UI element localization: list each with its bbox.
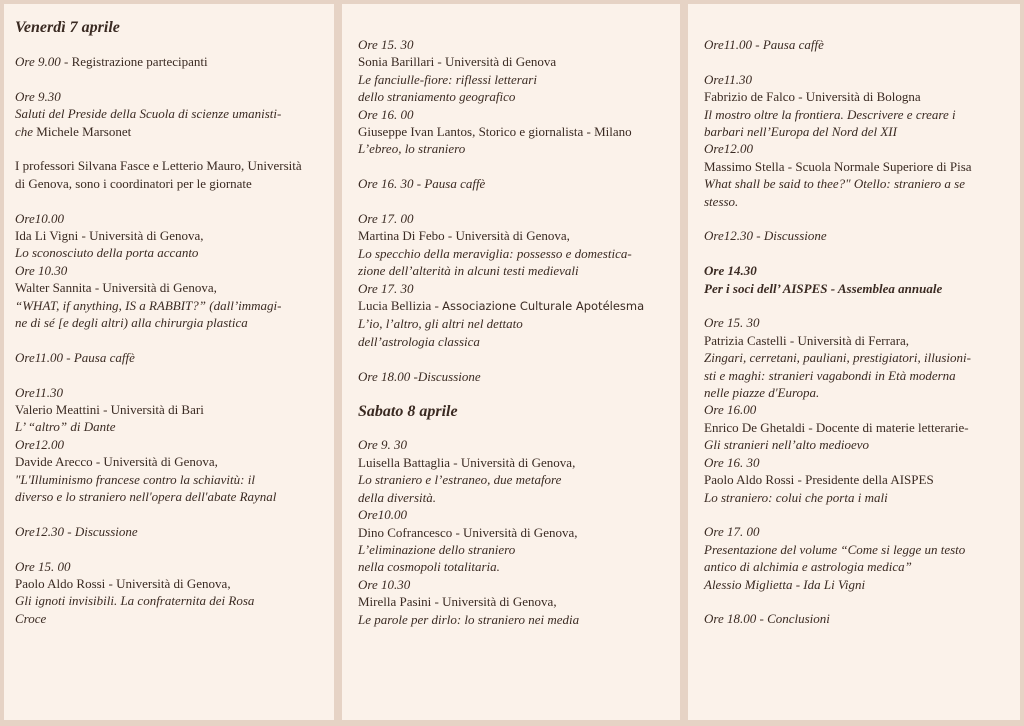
program-line <box>358 558 670 575</box>
program-line <box>358 454 670 471</box>
program-line <box>358 524 670 541</box>
program-line <box>15 453 328 470</box>
talk-title: diverso e lo straniero nell'opera dell'abate Raynal <box>15 489 277 505</box>
talk-title: ne di sé [e degli altri) alla chirurgia plastica <box>15 315 248 331</box>
program-line <box>358 175 670 192</box>
program-line <box>704 314 1012 331</box>
program-list <box>358 36 670 628</box>
talk-title: Per i soci dell’ AISPES - Assemblea annuale <box>704 280 943 296</box>
program-line <box>704 193 1012 210</box>
program-line <box>704 262 1012 279</box>
time-label: Ore10.00 <box>15 210 64 226</box>
program-entry <box>15 210 328 332</box>
time-label: Ore12.00 <box>15 436 64 452</box>
program-line <box>358 471 670 488</box>
program-entry <box>358 210 670 350</box>
program-line <box>15 297 328 314</box>
program-line <box>704 541 1012 558</box>
program-line <box>704 140 1012 157</box>
speaker-text: Fabrizio de Falco - Università di Bologna <box>704 89 921 105</box>
speaker-text: - Registrazione partecipanti <box>60 54 208 69</box>
program-entry <box>358 436 670 627</box>
speaker-text: Dino Cofrancesco - Università di Genova, <box>358 524 578 540</box>
speaker-text: Sonia Barillari - Università di Genova <box>358 54 557 70</box>
program-line <box>15 523 328 540</box>
program-line <box>704 489 1012 506</box>
time-label: Ore12.30 - Discussione <box>15 523 138 539</box>
time-label: Ore 17. 00 <box>358 211 414 227</box>
time-label: Ore 18.00 - Conclusioni <box>704 611 830 627</box>
program-entry <box>15 558 328 628</box>
talk-title: Croce <box>15 610 47 626</box>
program-entry <box>15 349 328 366</box>
time-label: Ore 10.30 <box>15 262 68 278</box>
program-line <box>358 53 670 70</box>
program-entry <box>358 36 670 158</box>
program-line <box>704 227 1012 244</box>
program-line <box>358 262 670 279</box>
talk-title: Alessio Miglietta - Ida Li Vigni <box>704 576 866 592</box>
program-line <box>15 592 328 609</box>
talk-title: Lo specchio della meraviglia: possesso e domestica- <box>358 245 632 261</box>
program-line <box>704 280 1012 297</box>
program-line <box>15 123 328 140</box>
talk-title: L’ “altro” di Dante <box>15 419 116 435</box>
program-list <box>704 36 1012 628</box>
program-line <box>704 419 1012 436</box>
program-line <box>704 88 1012 105</box>
talk-title: What shall be said to thee?" Otello: straniero a se <box>704 176 965 192</box>
program-line <box>15 53 328 70</box>
time-label: Ore 15. 30 <box>358 37 414 52</box>
talk-title: L’io, l’altro, gli altri nel dettato <box>358 316 523 332</box>
time-label: Ore 18.00 -Discussione <box>358 368 481 384</box>
program-line <box>704 123 1012 140</box>
program-line <box>15 227 328 244</box>
speaker-text: Paolo Aldo Rossi - Presidente della AISPES <box>704 472 934 488</box>
speaker-text: Associazione Culturale Apotélesma <box>442 299 645 314</box>
program-line <box>358 489 670 506</box>
program-line <box>704 436 1012 453</box>
program-line <box>704 36 1012 53</box>
program-line <box>358 333 670 350</box>
program-line <box>15 157 328 174</box>
program-entry <box>704 262 1012 297</box>
talk-title: stesso. <box>704 193 739 209</box>
talk-title: Presentazione del volume “Come si legge un testo <box>704 541 966 557</box>
time-label: Ore10.00 <box>358 507 407 523</box>
speaker-text: Valerio Meattini - Università di Bari <box>15 402 204 418</box>
program-line <box>358 227 670 244</box>
talk-title: L’ebreo, lo straniero <box>358 141 466 157</box>
speaker-text: I professori Silvana Fasce e Letterio Mauro, Università <box>15 158 302 174</box>
program-line <box>358 593 670 610</box>
time-label: Ore11.30 <box>15 384 64 400</box>
time-label: Ore 10.30 <box>358 576 411 592</box>
talk-title: Le parole per dirlo: lo straniero nei media <box>358 611 580 627</box>
program-line <box>704 558 1012 575</box>
program-line <box>358 123 670 140</box>
program-line <box>704 367 1012 384</box>
program-entry <box>704 227 1012 244</box>
time-label: Ore 16.00 <box>704 402 757 418</box>
talk-title: della diversità. <box>358 489 436 505</box>
talk-title: Il mostro oltre la frontiera. Descrivere e creare i <box>704 106 956 122</box>
program-line <box>15 210 328 227</box>
program-line <box>358 245 670 262</box>
program-entry <box>15 384 328 506</box>
program-line <box>704 349 1012 366</box>
talk-title: dello straniamento geografico <box>358 89 516 105</box>
program-line <box>15 488 328 505</box>
program-entry <box>704 523 1012 593</box>
speaker-text: Michele Marsonet <box>36 123 132 139</box>
time-label: Ore 15. 00 <box>15 558 71 574</box>
speaker-text: Ida Li Vigni - Università di Genova, <box>15 228 204 244</box>
program-entry <box>704 610 1012 627</box>
program-line <box>15 105 328 122</box>
program-line <box>358 210 670 227</box>
talk-title: che <box>15 123 37 139</box>
program-entry <box>704 314 1012 505</box>
program-line <box>15 349 328 366</box>
time-label: Ore 9.00 <box>15 54 61 69</box>
program-line <box>704 71 1012 88</box>
program-line <box>15 558 328 575</box>
time-label: Ore 9. 30 <box>358 437 407 453</box>
program-line <box>358 315 670 332</box>
column-friday-afternoon-saturday <box>342 4 680 720</box>
program-line <box>704 454 1012 471</box>
speaker-text: di Genova, sono i coordinatori per le giornate <box>15 175 252 191</box>
program-line <box>704 175 1012 192</box>
program-line <box>15 244 328 261</box>
time-label: Ore 9.30 <box>15 88 61 104</box>
program-line <box>15 314 328 331</box>
talk-title: Gli stranieri nell’alto medioevo <box>704 437 870 453</box>
speaker-text: Martina Di Febo - Università di Genova, <box>358 228 570 244</box>
speaker-text: Paolo Aldo Rossi - Università di Genova, <box>15 576 231 592</box>
program-entry <box>704 36 1012 53</box>
time-label: Ore11.30 <box>704 71 753 87</box>
program-line <box>704 471 1012 488</box>
talk-title: barbari nell’Europa del Nord del XII <box>704 124 897 140</box>
time-label: Ore12.30 - Discussione <box>704 228 827 244</box>
program-line <box>358 297 670 315</box>
talk-title: Zingari, cerretani, pauliani, prestigiatori, illusioni- <box>704 350 971 366</box>
program-line <box>704 610 1012 627</box>
speaker-text: Mirella Pasini - Università di Genova, <box>358 594 557 610</box>
time-label: Ore 17. 30 <box>358 280 414 296</box>
speaker-text: Massimo Stella - Scuola Normale Superiore di Pisa <box>704 158 972 174</box>
speaker-text: Enrico De Ghetaldi - Docente di materie letterarie- <box>704 419 969 435</box>
program-line <box>704 523 1012 540</box>
program-line <box>15 279 328 296</box>
program-line <box>358 576 670 593</box>
program-line <box>15 88 328 105</box>
talk-title: zione dell’alterità in alcuni testi medievali <box>358 263 579 279</box>
speaker-text: Lucia Bellizia - <box>358 298 443 314</box>
program-line <box>358 71 670 88</box>
program-line <box>15 401 328 418</box>
program-line <box>358 611 670 628</box>
program-line <box>358 280 670 297</box>
program-entry <box>704 71 1012 210</box>
talk-title: Lo straniero: colui che porta i mali <box>704 489 888 505</box>
program-line <box>15 610 328 627</box>
program-line <box>15 175 328 192</box>
program-line <box>15 471 328 488</box>
talk-title: Lo sconosciuto della porta accanto <box>15 245 199 261</box>
program-line <box>358 106 670 123</box>
time-label: Ore 15. 30 <box>704 315 760 331</box>
day-heading: Sabato 8 aprile <box>358 403 458 421</box>
talk-title: sti e maghi: stranieri vagabondi in Età moderna <box>704 367 956 383</box>
speaker-text: Davide Arecco - Università di Genova, <box>15 454 218 470</box>
program-line <box>358 436 670 453</box>
program-line <box>15 384 328 401</box>
talk-title: L’eliminazione dello straniero <box>358 541 516 557</box>
program-entry <box>358 368 670 385</box>
program-line <box>704 106 1012 123</box>
program-line <box>358 506 670 523</box>
program-entry <box>15 523 328 540</box>
program-line <box>358 36 670 53</box>
program-line <box>15 575 328 592</box>
program-list <box>15 53 328 627</box>
talk-title: Lo straniero e l’estraneo, due metafore <box>358 472 562 488</box>
time-label: Ore 16. 30 - Pausa caffè <box>358 176 486 192</box>
speaker-text: Giuseppe Ivan Lantos, Storico e giornalista - Milano <box>358 124 632 140</box>
program-line <box>358 368 670 385</box>
time-label: Ore11.00 - Pausa caffè <box>704 37 824 52</box>
talk-title: antico di alchimia e astrologia medica” <box>704 559 912 575</box>
program-line <box>358 541 670 558</box>
time-label: Ore 14.30 <box>704 263 757 279</box>
talk-title: “WHAT, if anything, IS a RABBIT?” (dall’immagi- <box>15 297 282 313</box>
time-label: Ore 16. 30 <box>704 454 760 470</box>
time-label: Ore12.00 <box>704 141 753 157</box>
program-line <box>704 158 1012 175</box>
program-line <box>358 140 670 157</box>
program-entry <box>15 53 328 70</box>
talk-title: Le fanciulle-fiore: riflessi letterari <box>358 71 537 87</box>
column-friday <box>4 4 334 720</box>
program-line <box>704 401 1012 418</box>
talk-title: "L'Illuminismo francese contro la schiavitù: il <box>15 471 255 487</box>
column-saturday <box>688 4 1020 720</box>
speaker-text: Patrizia Castelli - Università di Ferrara, <box>704 332 910 348</box>
program-entry <box>15 88 328 140</box>
program-line <box>358 88 670 105</box>
talk-title: Gli ignoti invisibili. La confraternita dei Rosa <box>15 593 255 609</box>
time-label: Ore 17. 00 <box>704 524 760 540</box>
program-line <box>704 332 1012 349</box>
speaker-text: Luisella Battaglia - Università di Genova, <box>358 454 576 470</box>
program-line <box>704 576 1012 593</box>
program-line <box>15 418 328 435</box>
program-line <box>15 262 328 279</box>
talk-title: nella cosmopoli totalitaria. <box>358 559 500 575</box>
program-entry <box>15 157 328 192</box>
talk-title: nelle piazze d'Europa. <box>704 385 820 401</box>
speaker-text: Walter Sannita - Università di Genova, <box>15 280 217 296</box>
program-entry <box>358 175 670 192</box>
talk-title: dell’astrologia classica <box>358 333 480 349</box>
program-line <box>704 384 1012 401</box>
day-heading: Venerdì 7 aprile <box>15 19 120 36</box>
program-line <box>15 436 328 453</box>
time-label: Ore 16. 00 <box>358 106 414 122</box>
time-label: Ore11.00 - Pausa caffè <box>15 349 135 365</box>
talk-title: Saluti del Preside della Scuola di scienze umanisti- <box>15 106 282 122</box>
